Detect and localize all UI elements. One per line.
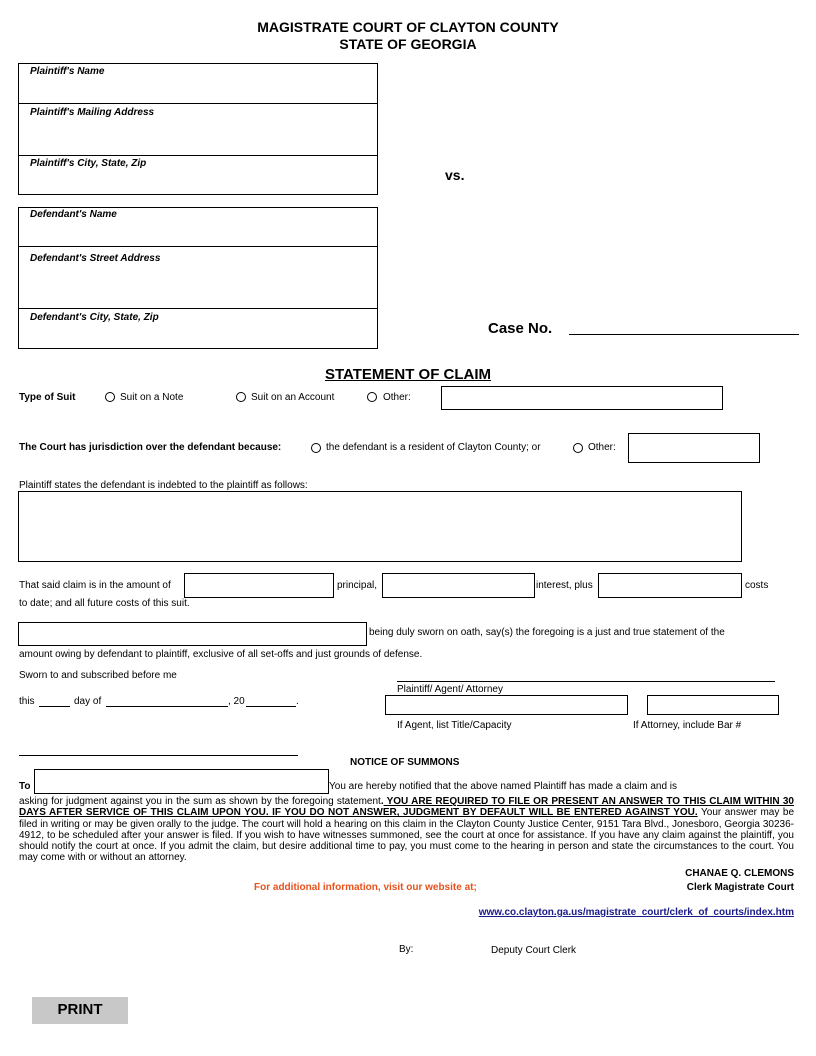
type-of-suit-label: Type of Suit (19, 392, 76, 403)
month-field[interactable] (106, 694, 228, 707)
plaintiff-name-field[interactable] (21, 78, 375, 101)
jurisdiction-resident-label: the defendant is a resident of Clayton County; or (326, 442, 541, 453)
by-label: By: (399, 944, 414, 955)
date-period: . (296, 696, 299, 707)
vs-label: vs. (445, 167, 465, 183)
defendant-divider-2 (19, 308, 377, 309)
bar-number-label: If Attorney, include Bar # (633, 720, 742, 731)
website-link[interactable]: www.co.clayton.ga.us/magistrate_court/clerk_of_courts/index.htm (478, 907, 794, 918)
notice-p-period: . (380, 796, 384, 807)
plaintiff-mailing-field[interactable] (21, 120, 375, 153)
indebted-label: Plaintiff states the defendant is indebted to the plaintiff as follows: (19, 480, 308, 491)
suit-account-label: Suit on an Account (251, 392, 335, 403)
plaintiff-divider-2 (19, 155, 377, 156)
defendant-street-field[interactable] (21, 266, 375, 306)
suit-other-radio[interactable] (367, 392, 377, 402)
suit-note-radio[interactable] (105, 392, 115, 402)
day-field[interactable] (39, 694, 70, 707)
statement-title: STATEMENT OF CLAIM (324, 366, 492, 383)
signer-label: Plaintiff/ Agent/ Attorney (397, 684, 503, 695)
defendant-street-label: Defendant's Street Address (30, 253, 161, 264)
defendant-box (18, 207, 378, 349)
jurisdiction-other-radio[interactable] (573, 443, 583, 453)
state-title: STATE OF GEORGIA (339, 36, 477, 52)
indebted-details-textarea[interactable] (18, 491, 742, 562)
defendant-city-label: Defendant's City, State, Zip (30, 312, 159, 323)
plaintiff-city-field[interactable] (21, 170, 375, 192)
case-no-field[interactable] (569, 321, 799, 335)
day-of-label: day of (74, 696, 102, 707)
bar-number-input[interactable] (647, 695, 779, 715)
suit-account-radio[interactable] (236, 392, 246, 402)
print-button[interactable]: PRINT (32, 997, 128, 1024)
costs-amount-input[interactable] (598, 573, 742, 598)
year-prefix: , 20 (228, 696, 245, 707)
deputy-clerk-label: Deputy Court Clerk (491, 945, 577, 956)
sworn-subscribed: Sworn to and subscribed before me (19, 670, 177, 681)
jurisdiction-label: The Court has jurisdiction over the defendant because: (19, 442, 282, 453)
principal-label: principal, (337, 580, 378, 591)
clerk-title: Clerk Magistrate Court (686, 882, 794, 893)
defendant-city-field[interactable] (21, 325, 375, 346)
suit-other-label: Other: (383, 392, 411, 403)
plaintiff-mailing-label: Plaintiff's Mailing Address (30, 107, 155, 118)
clerk-name: CHANAE Q. CLEMONS (685, 868, 794, 879)
notice-p-normal: asking for judgment against you in the sum as shown by the foregoing statement (19, 796, 381, 807)
plaintiff-name-label: Plaintiff's Name (30, 66, 105, 77)
plaintiff-divider-1 (19, 103, 377, 104)
case-no-label: Case No. (488, 320, 553, 337)
notice-p-rest: Your answer may be filed in writing or may be given orally to the judge. The court will hold a hearing on this claim in the Clayton County Justice Center, 9151 Tara Blvd., Jonesboro, Georgia 30236-4912, to be scheduled after your answer is filed. If you wish to have witnesses summoned, see the court at once for assistance. If you have any claim against the plaintiff, you should notify the court at once. If you admit the claim, but desire additional time to pay, you must come to the hearing in person and state the circumstances to the court. You may come with or without an attorney. (19, 807, 795, 864)
year-field[interactable] (246, 694, 296, 707)
sworn-text-2: amount owing by defendant to plaintiff, exclusive of all set-offs and just grounds of defense. (19, 649, 423, 660)
jurisdiction-resident-radio[interactable] (311, 443, 321, 453)
agent-title-input[interactable] (385, 695, 628, 715)
notice-title: NOTICE OF SUMMONS (350, 757, 460, 768)
interest-amount-input[interactable] (382, 573, 535, 598)
sworn-text-1: being duly sworn on oath, say(s) the foregoing is a just and true statement of the (369, 627, 725, 638)
this-label: this (19, 696, 35, 707)
notice-to-input[interactable] (34, 769, 329, 794)
notice-paragraph (19, 796, 794, 864)
interest-label: interest, plus (536, 580, 593, 591)
defendant-name-field[interactable] (21, 222, 375, 244)
defendant-name-label: Defendant's Name (30, 209, 117, 220)
jurisdiction-other-label: Other: (588, 442, 616, 453)
suit-other-input[interactable] (441, 386, 723, 410)
statement-title-wrap (0, 366, 816, 384)
costs-label: costs (745, 580, 769, 591)
website-label: For additional information, visit our website at; (254, 882, 477, 893)
notice-p-warning: YOU ARE REQUIRED TO FILE OR PRESENT AN ANSWER TO THIS CLAIM WITHIN 30 DAYS AFTER SERVICE OF THIS CLAIM UPON YOU. IF YOU DO NOT ANSWER, JUDGMENT BY DEFAULT WILL BE ENTERED AGAINST YOU. (19, 796, 794, 819)
amount-prefix: That said claim is in the amount of (19, 580, 171, 591)
amount-line2: to date; and all future costs of this suit. (19, 598, 190, 609)
jurisdiction-other-input[interactable] (628, 433, 760, 463)
plaintiff-box (18, 63, 378, 195)
agent-title-label: If Agent, list Title/Capacity (397, 720, 512, 731)
plaintiff-city-label: Plaintiff's City, State, Zip (30, 158, 147, 169)
signature-line[interactable] (397, 669, 775, 682)
suit-note-label: Suit on a Note (120, 392, 184, 403)
principal-amount-input[interactable] (184, 573, 334, 598)
notice-line1: You are hereby notified that the above named Plaintiff has made a claim and is (329, 781, 678, 792)
notary-signature-line[interactable] (19, 743, 298, 756)
notice-to-label: To (19, 781, 31, 792)
court-title: MAGISTRATE COURT OF CLAYTON COUNTY (257, 19, 559, 35)
defendant-divider-1 (19, 246, 377, 247)
affiant-name-input[interactable] (18, 622, 367, 646)
